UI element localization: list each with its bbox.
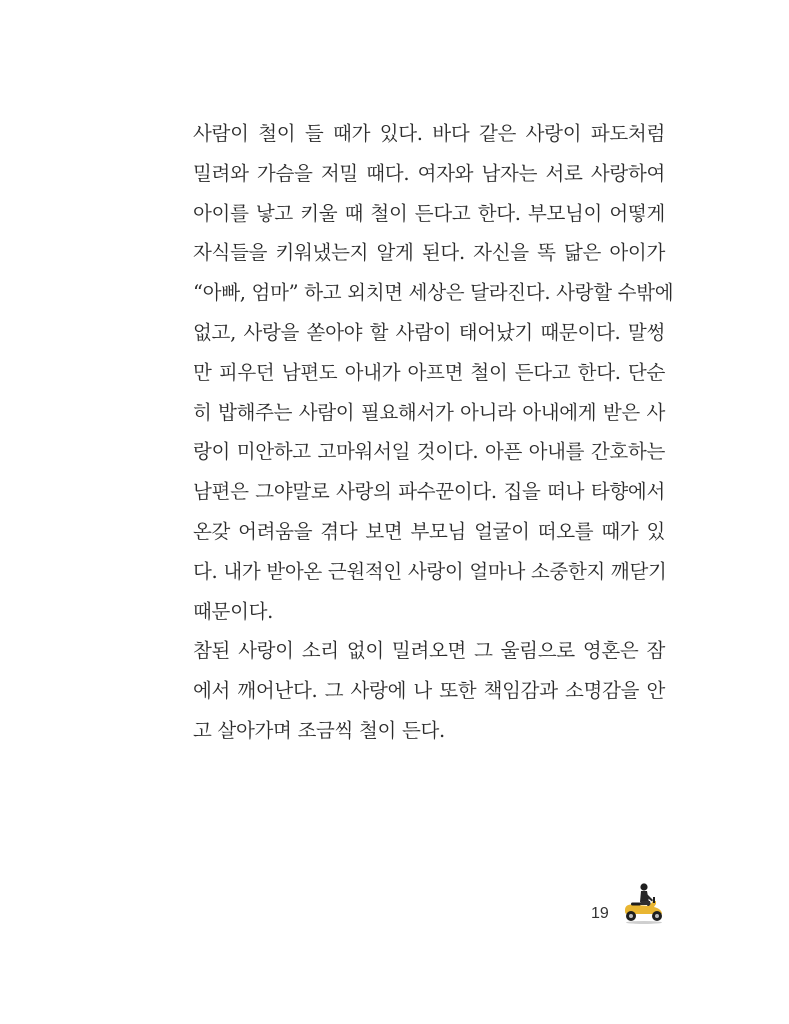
text-line: 남편은 그야말로 사랑의 파수꾼이다. 집을 떠나 타향에서 (193, 480, 665, 504)
text-line: 없고, 사랑을 쏟아야 할 사람이 태어났기 때문이다. 말썽 (193, 320, 665, 344)
text-line: 자식들을 키워냈는지 알게 된다. 자신을 똑 닮은 아이가 (193, 241, 665, 265)
text-line: 때문이다. (193, 599, 274, 623)
text-line: 만 피우던 남편도 아내가 아프면 철이 든다고 한다. 단순 (193, 360, 665, 384)
text-line: 랑이 미안하고 고마워서일 것이다. 아픈 아내를 간호하는 (193, 440, 665, 464)
text-line: 히 밥해주는 사람이 필요해서가 아니라 아내에게 받은 사 (193, 400, 665, 424)
paragraph-2 (193, 631, 665, 750)
text-line: 사람이 철이 들 때가 있다. 바다 같은 사랑이 파도처럼 (193, 122, 665, 145)
text-line: “아빠, 엄마” 하고 외치면 세상은 달라진다. 사랑할 수밖에 (193, 281, 674, 305)
page-number: 19 (591, 905, 609, 922)
text-line: 고 살아가며 조금씩 철이 든다. (193, 718, 445, 742)
scooter-rider-icon (619, 880, 665, 926)
paragraph-1 (193, 114, 674, 631)
text-line: 온갖 어려움을 겪다 보면 부모님 얼굴이 떠오를 때가 있 (193, 519, 665, 543)
text-line: 참된 사랑이 소리 없이 밀려오면 그 울림으로 영혼은 잠 (193, 639, 665, 663)
text-line: 밀려와 가슴을 저밀 때다. 여자와 남자는 서로 사랑하여 (193, 161, 665, 185)
body-text (193, 114, 674, 751)
text-line: 에서 깨어난다. 그 사랑에 나 또한 책임감과 소명감을 안 (193, 679, 665, 703)
text-line: 다. 내가 받아온 근원적인 사랑이 얼마나 소중한지 깨닫기 (193, 559, 667, 583)
text-line: 아이를 낳고 키울 때 철이 든다고 한다. 부모님이 어떻게 (193, 201, 665, 225)
